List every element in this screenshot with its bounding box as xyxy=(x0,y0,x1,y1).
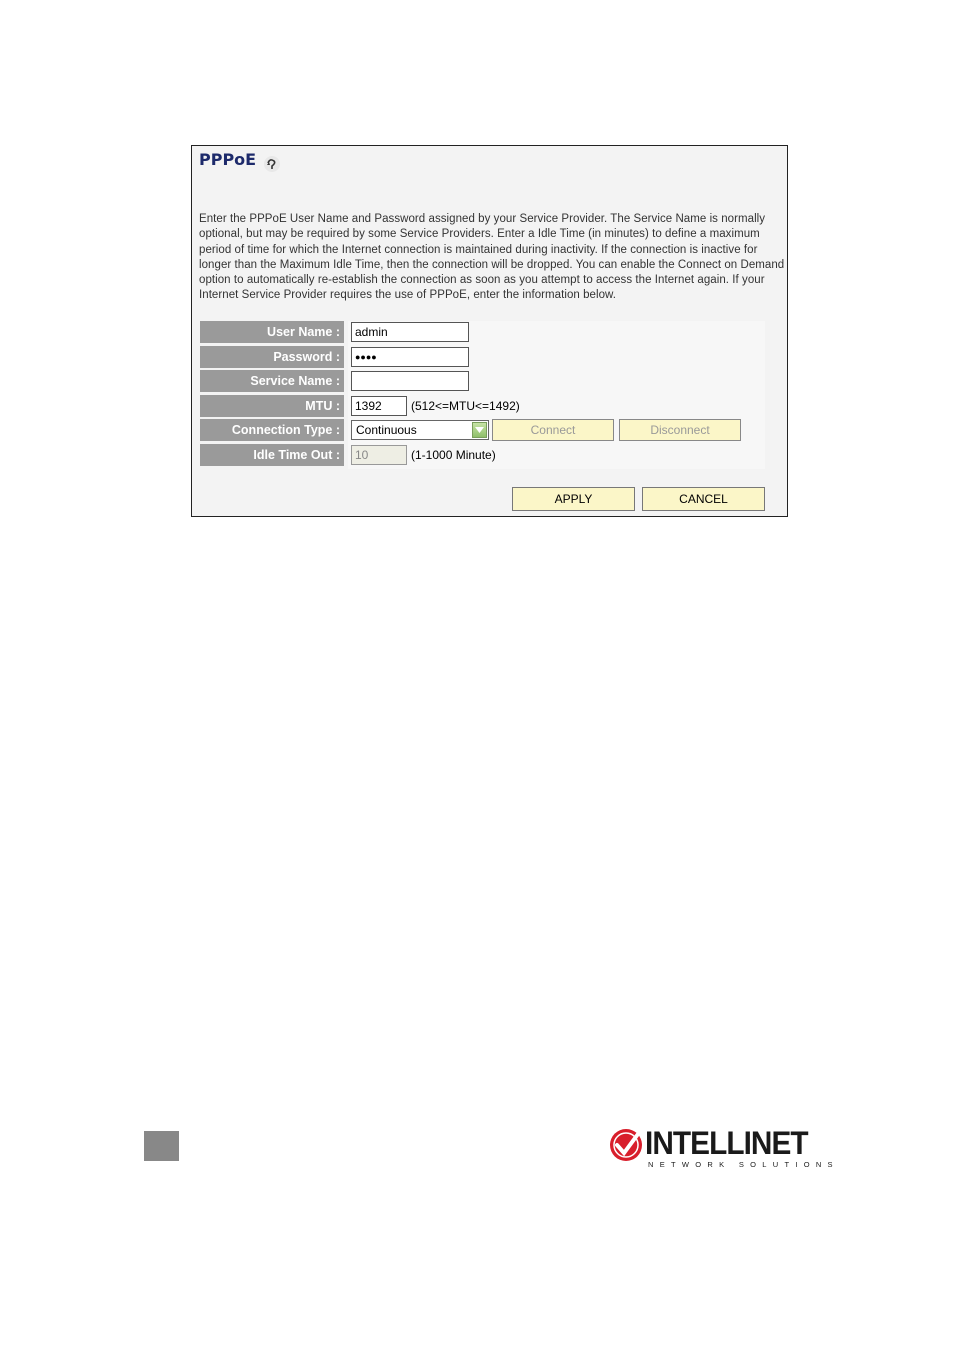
mtu-hint: (512<=MTU<=1492) xyxy=(411,398,520,413)
pppoe-form xyxy=(200,321,765,469)
help-icon[interactable] xyxy=(263,155,281,173)
connection-type-value: Continuous xyxy=(356,423,417,438)
service-name-input[interactable] xyxy=(351,371,469,391)
apply-button[interactable]: APPLY xyxy=(512,487,635,511)
service-name-label: Service Name : xyxy=(200,370,344,392)
user-name-label: User Name : xyxy=(200,321,344,343)
idle-time-input[interactable]: 10 xyxy=(351,445,407,465)
page-number-box xyxy=(144,1131,179,1161)
checkmark-logo-icon xyxy=(609,1128,643,1162)
connect-button[interactable]: Connect xyxy=(492,419,614,441)
user-name-input[interactable]: admin xyxy=(351,322,469,342)
cancel-button[interactable]: CANCEL xyxy=(642,487,765,511)
pppoe-panel xyxy=(191,145,788,517)
brand-tagline: NETWORK SOLUTIONS xyxy=(648,1160,839,1169)
connection-type-row xyxy=(200,419,765,444)
mtu-input[interactable]: 1392 xyxy=(351,396,407,416)
service-name-row xyxy=(200,370,765,395)
user-name-row xyxy=(200,321,765,346)
password-label: Password : xyxy=(200,346,344,368)
intellinet-logo xyxy=(609,1127,844,1173)
mtu-row xyxy=(200,395,765,420)
page-title: PPPoE xyxy=(199,150,257,169)
idle-time-hint: (1-1000 Minute) xyxy=(411,447,496,462)
chevron-down-icon[interactable] xyxy=(472,422,487,438)
password-row xyxy=(200,346,765,371)
description-text: Enter the PPPoE User Name and Password assigned by your Service Provider. The Service Name is normally optional, but may be required by some Service Providers. Enter a Idle Time (in minutes) to define a maximum period of time for which the Internet connection is maintained during inactivity. If the connection is inactive for longer than the Maximum Idle Time, then the connection will be dropped. You can enable the Connect on Demand option to automatically re-establish the connection as soon as you attempt to access the Internet again. If your Internet Service Provider requires the use of PPPoE, enter the information below. xyxy=(199,213,785,302)
brand-name: INTELLINET xyxy=(645,1125,808,1161)
idle-time-label: Idle Time Out : xyxy=(200,444,344,466)
password-input[interactable]: ●●●● xyxy=(351,347,469,367)
connection-type-select[interactable] xyxy=(351,420,489,440)
mtu-label: MTU : xyxy=(200,395,344,417)
disconnect-button[interactable]: Disconnect xyxy=(619,419,741,441)
idle-time-row xyxy=(200,444,765,469)
connection-type-label: Connection Type : xyxy=(200,419,344,441)
